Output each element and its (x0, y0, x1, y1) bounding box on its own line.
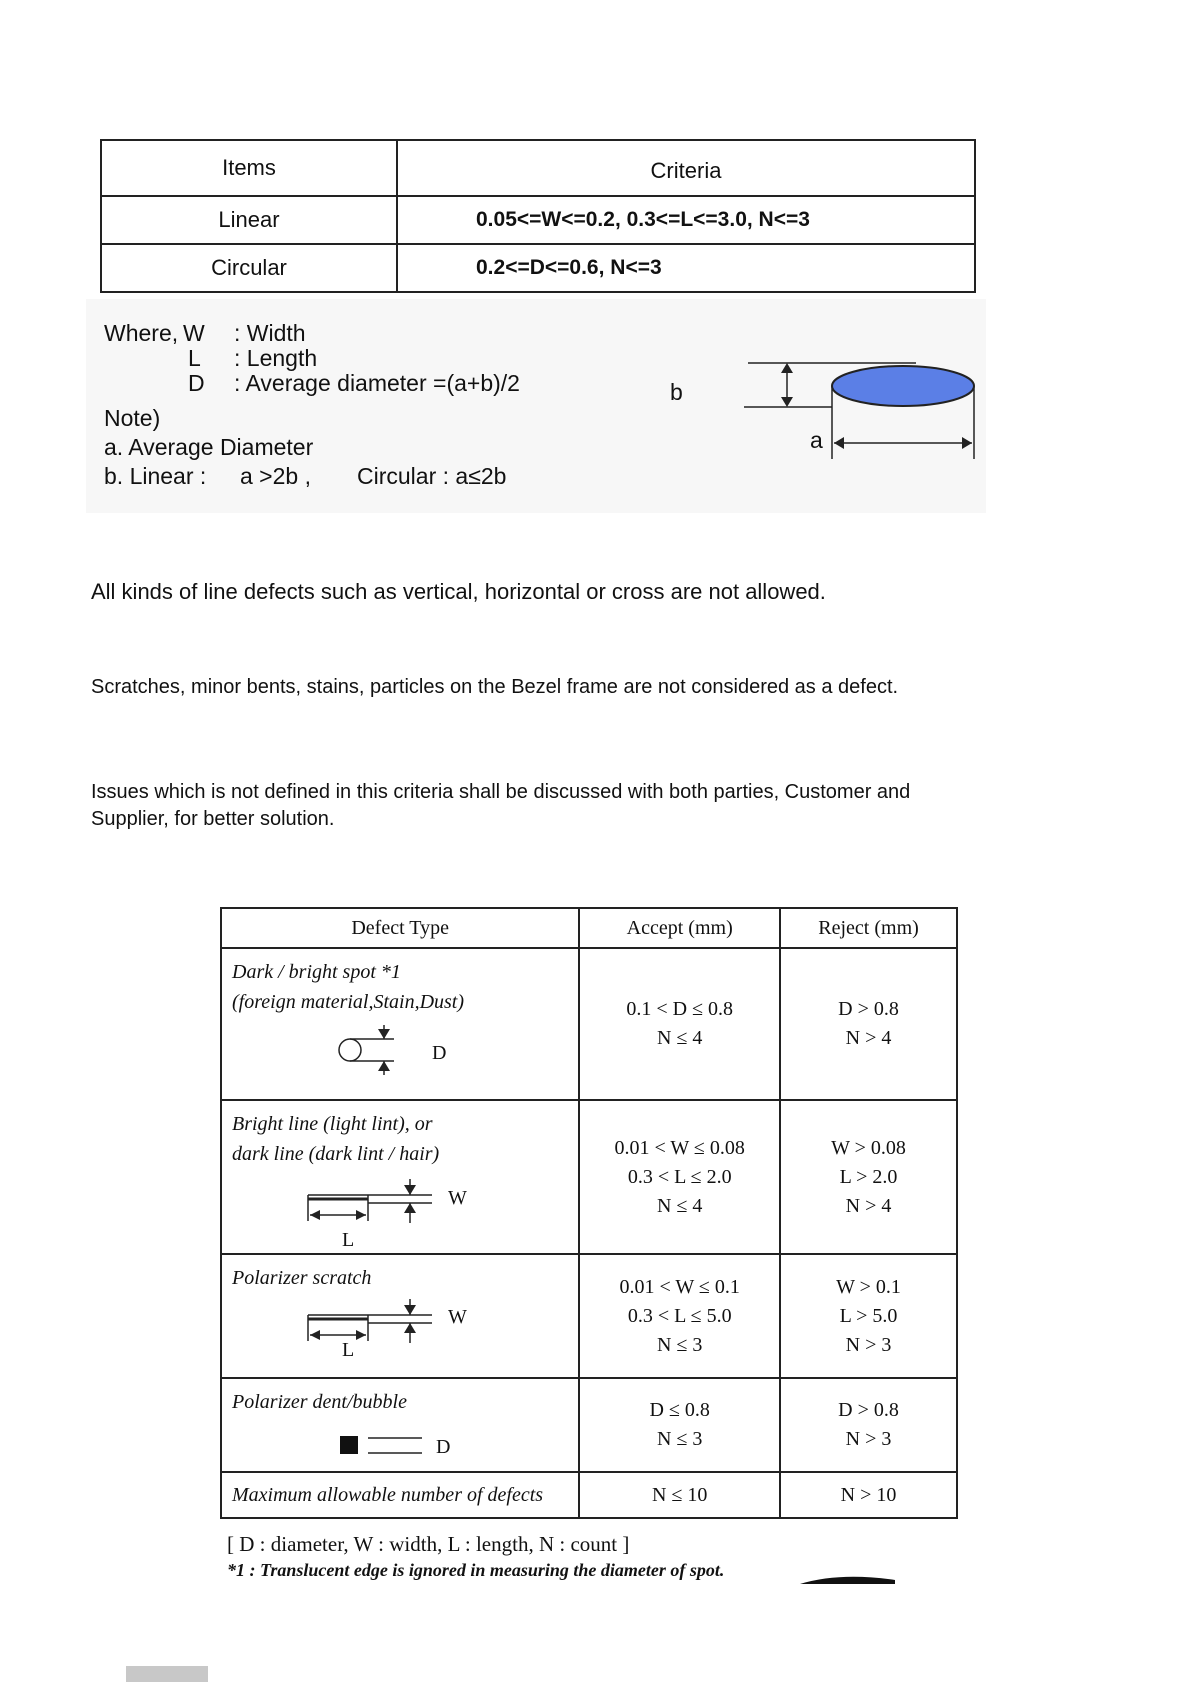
criteria-value-linear: 0.05<=W<=0.2, 0.3<=L<=3.0, N<=3 (397, 196, 975, 244)
defect-type-line (221, 1100, 579, 1254)
table-row (221, 1254, 957, 1378)
issues-statement: Issues which is not defined in this criteria shall be discussed with both parties, Customer and Supplier, for better solution. (91, 781, 911, 830)
accept-max: N ≤ 10 (579, 1472, 780, 1518)
dent-square-icon (340, 1433, 440, 1457)
defect-type-dent (221, 1378, 579, 1472)
defect-type-label: Maximum allowable number of defects (232, 1483, 544, 1506)
table-row (221, 1100, 957, 1254)
defect-type-label: Polarizer scratch (232, 1267, 372, 1289)
defect-header-accept: Accept (mm) (579, 908, 780, 948)
criteria-item-linear: Linear (101, 196, 397, 244)
accept-scratch: 0.01 < W ≤ 0.1 0.3 < L ≤ 5.0 N ≤ 3 (579, 1254, 780, 1378)
scratch-symbol-w: W (448, 1306, 467, 1328)
defect-type-spot (221, 948, 579, 1100)
page-footer-mark (126, 1666, 208, 1682)
spot-diameter-icon (332, 1025, 402, 1075)
reject-dent: D > 0.8 N > 3 (780, 1378, 957, 1472)
dent-symbol-d: D (436, 1436, 451, 1458)
table-row (221, 1472, 957, 1518)
table-row (221, 948, 957, 1100)
footnote-translucent-edge: *1 : Translucent edge is ignored in measuring the diameter of spot. (227, 1560, 725, 1580)
spot-ellipse-icon (832, 366, 974, 406)
defect-table (220, 907, 958, 1519)
scratch-symbol-l: L (342, 1339, 355, 1361)
definitions-panel (86, 299, 986, 513)
decorative-stroke (800, 1572, 900, 1586)
symbol-legend: [ D : diameter, W : width, L : length, N : count ] (227, 1532, 630, 1556)
defect-type-label: Dark / bright spot *1 (foreign material,Stain,Dust) (232, 961, 465, 1013)
defect-header-reject: Reject (mm) (780, 908, 957, 948)
note-a: a. Average Diameter (104, 434, 314, 460)
accept-spot: 0.1 < D ≤ 0.8 N ≤ 4 (579, 948, 780, 1100)
criteria-header-items: Items (101, 140, 397, 196)
accept-dent: D ≤ 0.8 N ≤ 3 (579, 1378, 780, 1472)
table-row (221, 1378, 957, 1472)
note-b-circular: Circular : a≤2b (357, 463, 507, 489)
def-d-symbol: D (188, 370, 205, 396)
criteria-header-criteria: Criteria (397, 140, 975, 196)
diagram-label-b: b (670, 379, 683, 405)
line-symbol-l: L (342, 1229, 355, 1251)
defect-type-scratch (221, 1254, 579, 1378)
criteria-table (100, 139, 976, 293)
note-b-linear: a >2b , (240, 463, 311, 489)
criteria-item-circular: Circular (101, 244, 397, 292)
diagram-label-a: a (810, 427, 823, 453)
reject-max: N > 10 (780, 1472, 957, 1518)
reject-line: W > 0.08 L > 2.0 N > 4 (780, 1100, 957, 1254)
accept-line: 0.01 < W ≤ 0.08 0.3 < L ≤ 2.0 N ≤ 4 (579, 1100, 780, 1254)
defect-type-max (221, 1472, 579, 1518)
bezel-statement: Scratches, minor bents, stains, particles on the Bezel frame are not considered as a defect. (91, 676, 899, 698)
criteria-value-circular: 0.2<=D<=0.6, N<=3 (397, 244, 975, 292)
note-b-label: b. Linear : (104, 463, 207, 489)
where-label: Where, (104, 320, 179, 346)
reject-spot: D > 0.8 N > 4 (780, 948, 957, 1100)
line-width-length-icon (304, 1177, 444, 1227)
line-symbol-w: W (448, 1187, 467, 1209)
def-l-desc: : Length (234, 345, 318, 371)
def-d-desc: : Average diameter =(a+b)/2 (234, 370, 520, 396)
def-l-symbol: L (188, 345, 201, 371)
line-defect-statement: All kinds of line defects such as vertical, horizontal or cross are not allowed. (91, 579, 826, 604)
defect-type-label: Polarizer dent/bubble (232, 1391, 407, 1413)
defect-type-label: Bright line (light lint), or dark line (dark lint / hair) (232, 1113, 440, 1165)
note-title: Note) (104, 405, 161, 431)
reject-scratch: W > 0.1 L > 5.0 N > 3 (780, 1254, 957, 1378)
def-w-desc: : Width (234, 320, 306, 346)
def-w-symbol: W (183, 320, 205, 346)
scratch-width-length-icon (304, 1297, 444, 1347)
spot-symbol-d: D (432, 1042, 447, 1064)
defect-header-type: Defect Type (221, 908, 579, 948)
